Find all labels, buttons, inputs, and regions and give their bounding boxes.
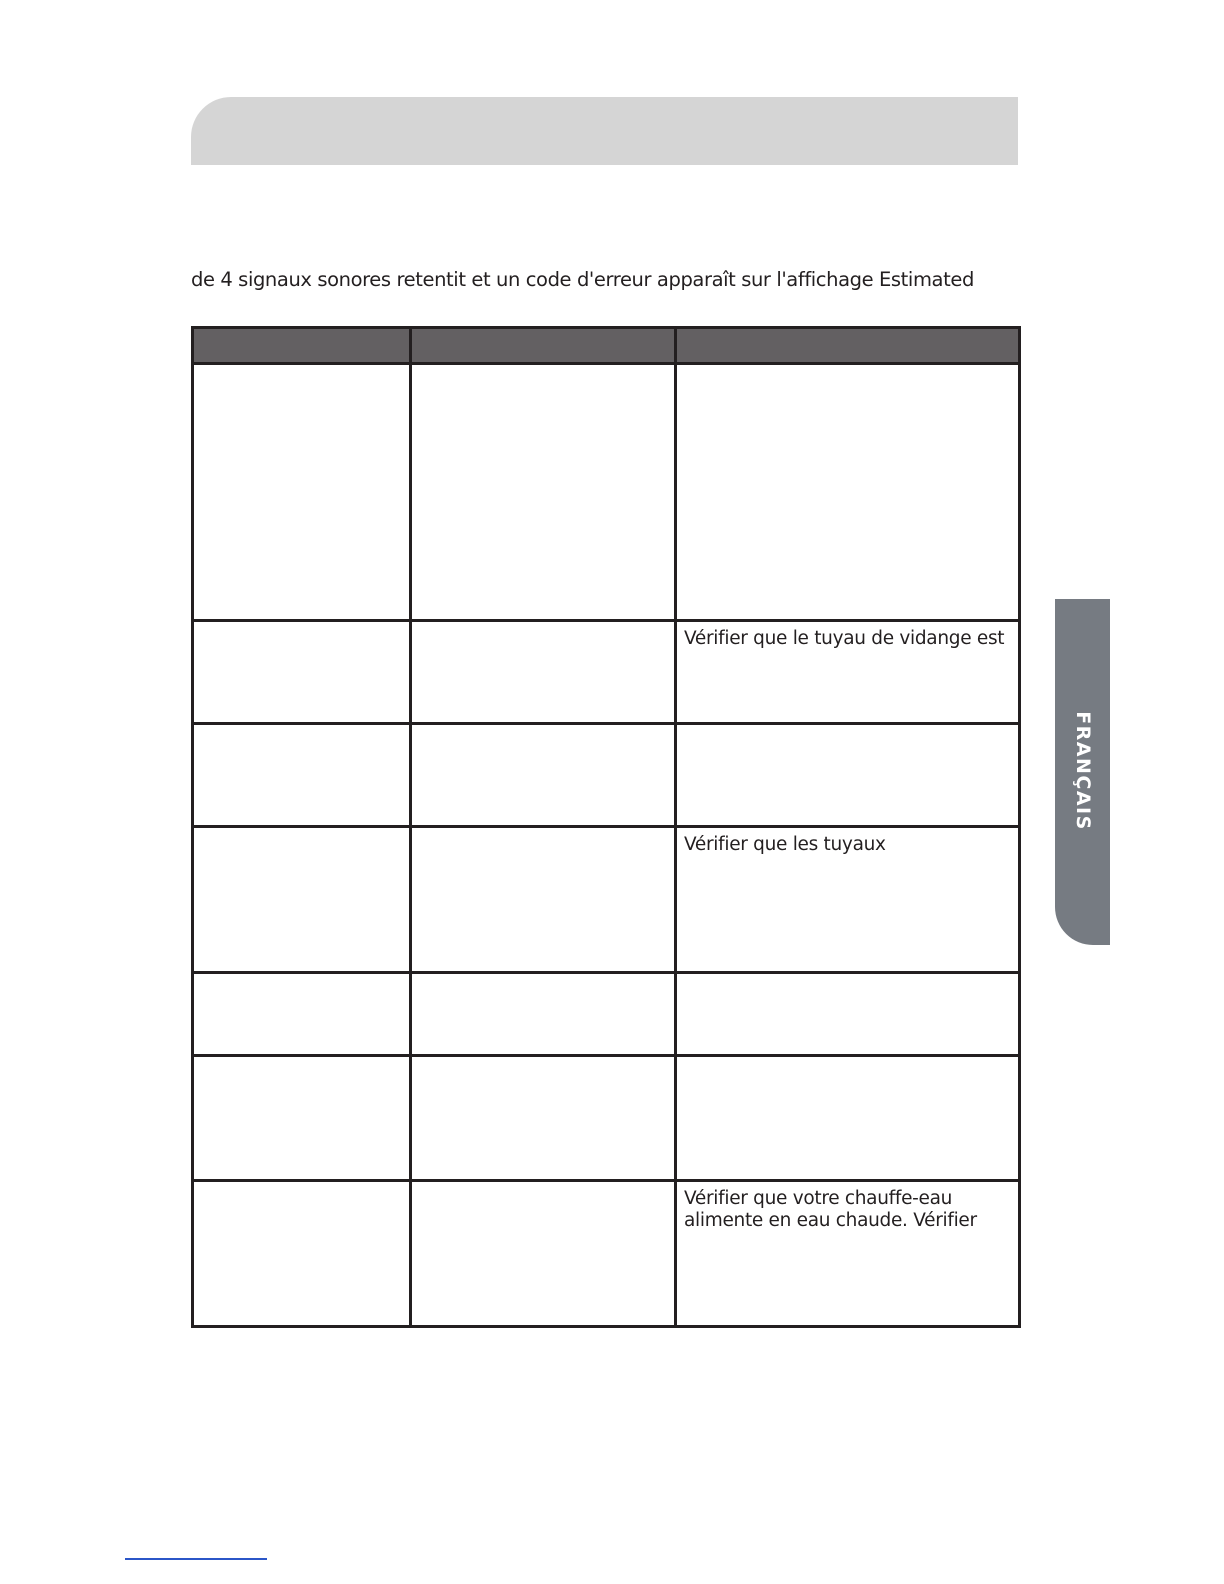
problem-cell <box>193 973 411 1056</box>
table-header-solution <box>676 328 1020 364</box>
cause-cell <box>411 724 676 827</box>
table-row <box>193 973 1020 1056</box>
table-row <box>193 621 1020 724</box>
solution-cell <box>676 724 1020 827</box>
solution-cell <box>676 1056 1020 1181</box>
solution-cell: Vérifier que votre chauffe-eau alimente en eau chaude. Vérifier <box>676 1181 1020 1327</box>
table-header-problem <box>193 328 411 364</box>
table-row <box>193 827 1020 973</box>
solution-cell: Vérifier que le tuyau de vidange est <box>676 621 1020 724</box>
troubleshooting-table <box>191 326 1021 1328</box>
cause-cell <box>411 364 676 621</box>
table-row <box>193 1181 1020 1327</box>
intro-text: de 4 signaux sonores retentit et un code d'erreur apparaît sur l'affichage Estimated <box>191 268 974 291</box>
table-row <box>193 1056 1020 1181</box>
solution-cell <box>676 364 1020 621</box>
cause-cell <box>411 621 676 724</box>
table-row <box>193 724 1020 827</box>
cause-cell <box>411 1181 676 1327</box>
language-tab-label: FRANÇAIS <box>1071 711 1094 831</box>
cause-cell <box>411 827 676 973</box>
problem-cell <box>193 364 411 621</box>
problem-cell <box>193 827 411 973</box>
table-row <box>193 364 1020 621</box>
problem-cell <box>193 1056 411 1181</box>
problem-cell <box>193 724 411 827</box>
problem-cell <box>193 1181 411 1327</box>
cause-cell <box>411 973 676 1056</box>
table-header-cause <box>411 328 676 364</box>
section-header-band <box>191 97 1018 165</box>
language-side-tab <box>1055 599 1110 945</box>
problem-cell <box>193 621 411 724</box>
footer-divider-line <box>125 1558 267 1560</box>
solution-cell: Vérifier que les tuyaux <box>676 827 1020 973</box>
table-header-row <box>193 328 1020 364</box>
cause-cell <box>411 1056 676 1181</box>
solution-cell <box>676 973 1020 1056</box>
